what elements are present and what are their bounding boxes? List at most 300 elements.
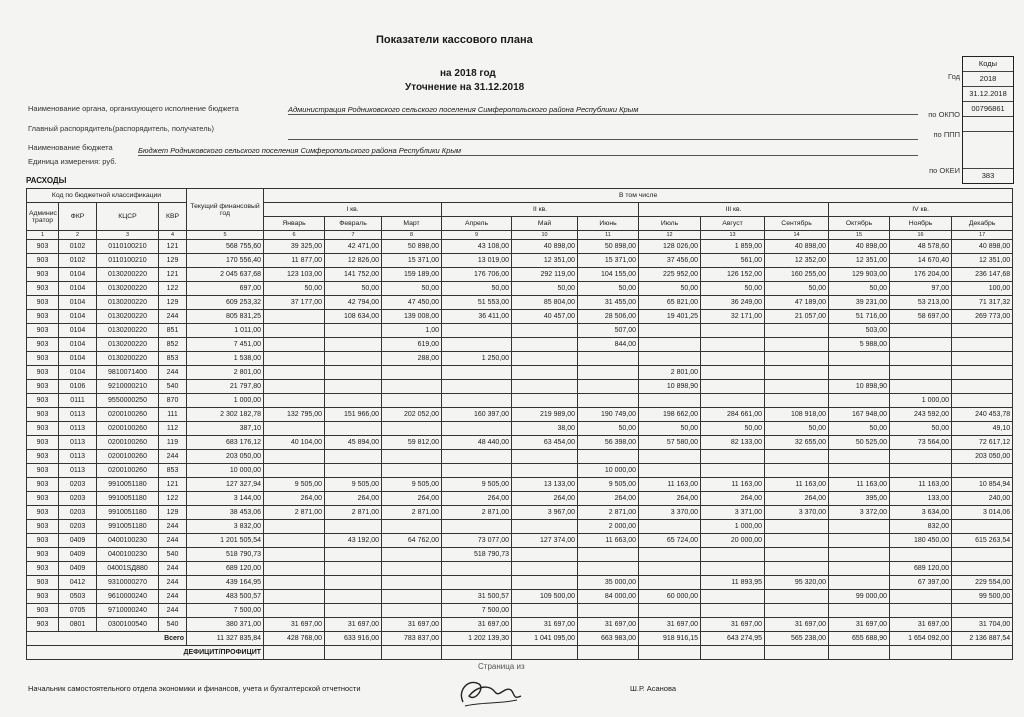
table-cell: 540 (159, 380, 187, 394)
table-cell: 73 077,00 (442, 534, 512, 548)
table-cell: 844,00 (578, 338, 639, 352)
table-cell: 180 450,00 (890, 534, 952, 548)
table-cell: 9810071400 (97, 366, 159, 380)
table-cell (639, 604, 701, 618)
table-cell (325, 576, 382, 590)
org-label: Наименование органа, организующего исполнение бюджета (28, 104, 239, 113)
table-cell: 903 (27, 520, 59, 534)
page-counter: Страница из (478, 662, 525, 671)
table-cell (578, 604, 639, 618)
table-cell: 0203 (59, 506, 97, 520)
table-cell (701, 338, 765, 352)
table-cell (578, 548, 639, 562)
table-cell: 903 (27, 310, 59, 324)
table-cell: 395,00 (829, 492, 890, 506)
table-cell: 1 000,00 (187, 394, 264, 408)
table-cell (829, 562, 890, 576)
month-header: Август (701, 217, 765, 231)
table-cell: 1 000,00 (890, 394, 952, 408)
table-cell (382, 422, 442, 436)
table-cell: 31 697,00 (639, 618, 701, 632)
table-cell: 903 (27, 604, 59, 618)
table-cell: 0409 (59, 562, 97, 576)
table-cell (382, 380, 442, 394)
table-cell (382, 548, 442, 562)
table-row (27, 492, 1013, 506)
table-cell: 264,00 (325, 492, 382, 506)
table-cell: 04001SД880 (97, 562, 159, 576)
table-cell: 170 556,40 (187, 254, 264, 268)
month-header: Октябрь (829, 217, 890, 231)
table-cell (701, 450, 765, 464)
table-cell: 3 370,00 (765, 506, 829, 520)
okpo-label: по ОКПО (928, 110, 960, 119)
table-cell: 28 506,00 (578, 310, 639, 324)
table-cell: 167 948,00 (829, 408, 890, 422)
table-cell: 0102 (59, 240, 97, 254)
table-cell: 0104 (59, 338, 97, 352)
month-header: Июнь (578, 217, 639, 231)
column-number: 6 (264, 231, 325, 240)
table-cell: 288,00 (382, 352, 442, 366)
table-cell: 264,00 (264, 492, 325, 506)
table-cell: 59 812,00 (382, 436, 442, 450)
table-cell: 0200100260 (97, 436, 159, 450)
table-cell (264, 352, 325, 366)
table-cell: 72 617,12 (952, 436, 1013, 450)
table-cell (639, 394, 701, 408)
table-cell: 31 697,00 (890, 618, 952, 632)
table-cell: 47 189,00 (765, 296, 829, 310)
table-cell: 3 144,00 (187, 492, 264, 506)
table-cell: 31 697,00 (442, 618, 512, 632)
deficit-cell (765, 646, 829, 660)
table-cell: 244 (159, 562, 187, 576)
update-line: Уточнение на 31.12.2018 (405, 82, 525, 93)
table-cell: 109 500,00 (512, 590, 578, 604)
table-cell: 39 231,00 (829, 296, 890, 310)
okei-label: по ОКЕИ (929, 166, 960, 175)
table-cell: 0400100230 (97, 548, 159, 562)
table-row (27, 464, 1013, 478)
table-cell (382, 394, 442, 408)
table-cell: 203 050,00 (187, 450, 264, 464)
table-cell: 133,00 (890, 492, 952, 506)
total-cell: 918 916,15 (639, 632, 701, 646)
table-cell: 903 (27, 534, 59, 548)
table-row (27, 520, 1013, 534)
table-cell: 35 000,00 (578, 576, 639, 590)
current-year-header: Текущий финансовый год (187, 189, 264, 231)
table-cell: 387,10 (187, 422, 264, 436)
month-header: Июль (639, 217, 701, 231)
table-cell (264, 338, 325, 352)
table-cell (264, 450, 325, 464)
column-number: 12 (639, 231, 701, 240)
table-cell (325, 380, 382, 394)
table-cell: 11 163,00 (765, 478, 829, 492)
table-cell: 36 411,00 (442, 310, 512, 324)
table-cell: 269 773,00 (952, 310, 1013, 324)
table-cell: 97,00 (890, 282, 952, 296)
table-cell: 2 871,00 (382, 506, 442, 520)
table-cell: 903 (27, 408, 59, 422)
month-header: Апрель (442, 217, 512, 231)
table-cell: 50,00 (512, 282, 578, 296)
table-cell: 42 471,00 (325, 240, 382, 254)
table-cell: 244 (159, 534, 187, 548)
table-cell (701, 548, 765, 562)
column-number: 9 (442, 231, 512, 240)
table-cell (701, 562, 765, 576)
q1-header: I кв. (264, 203, 442, 217)
column-number: 17 (952, 231, 1013, 240)
table-cell: 1 250,00 (442, 352, 512, 366)
ppp-label: по ППП (933, 130, 960, 139)
table-cell (264, 562, 325, 576)
table-cell: 9 505,00 (578, 478, 639, 492)
table-cell: 3 371,00 (701, 506, 765, 520)
table-cell: 198 662,00 (639, 408, 701, 422)
table-cell: 518 790,73 (187, 548, 264, 562)
column-number: 13 (701, 231, 765, 240)
table-cell (765, 520, 829, 534)
budget-value: Бюджет Родниковского сельского поселения Симферопольского района Республики Крым (138, 146, 918, 156)
table-cell: 540 (159, 548, 187, 562)
table-cell: 58 697,00 (890, 310, 952, 324)
table-cell: 71 317,32 (952, 296, 1013, 310)
column-number: 1 (27, 231, 59, 240)
table-cell (578, 366, 639, 380)
manager-label: Главный распорядитель(распорядитель, получатель) (28, 124, 214, 133)
table-cell: 31 704,00 (952, 618, 1013, 632)
table-cell (512, 380, 578, 394)
code-okei: 383 (981, 171, 995, 180)
table-cell: 100,00 (952, 282, 1013, 296)
table-cell: 20 000,00 (701, 534, 765, 548)
table-cell: 21 797,80 (187, 380, 264, 394)
table-row (27, 408, 1013, 422)
table-cell (890, 352, 952, 366)
table-cell (639, 576, 701, 590)
table-cell: 65 724,00 (639, 534, 701, 548)
table-cell (382, 604, 442, 618)
column-number: 8 (382, 231, 442, 240)
codes-box (962, 56, 1014, 184)
table-cell: 3 634,00 (890, 506, 952, 520)
table-cell (639, 562, 701, 576)
table-cell (952, 520, 1013, 534)
table-cell: 689 120,00 (890, 562, 952, 576)
table-cell: 244 (159, 576, 187, 590)
table-cell (264, 422, 325, 436)
table-row (27, 576, 1013, 590)
table-cell: 53 213,00 (890, 296, 952, 310)
table-cell (512, 366, 578, 380)
table-cell: 67 397,00 (890, 576, 952, 590)
table-cell: 31 697,00 (512, 618, 578, 632)
table-cell: 0409 (59, 548, 97, 562)
table-cell: 121 (159, 478, 187, 492)
deficit-cell (701, 646, 765, 660)
table-row (27, 604, 1013, 618)
table-row (27, 436, 1013, 450)
document-title: Показатели кассового плана (376, 34, 533, 46)
table-cell (264, 576, 325, 590)
table-cell (829, 394, 890, 408)
table-cell: 903 (27, 422, 59, 436)
table-cell (765, 366, 829, 380)
table-cell: 264,00 (701, 492, 765, 506)
table-cell: 73 564,00 (890, 436, 952, 450)
table-cell: 0104 (59, 296, 97, 310)
table-cell: 36 249,00 (701, 296, 765, 310)
table-row (27, 338, 1013, 352)
table-cell (952, 352, 1013, 366)
table-cell: 11 163,00 (890, 478, 952, 492)
table-cell: 14 670,40 (890, 254, 952, 268)
table-cell: 48 578,60 (890, 240, 952, 254)
table-row (27, 352, 1013, 366)
table-cell: 38,00 (512, 422, 578, 436)
table-cell: 244 (159, 310, 187, 324)
table-cell (765, 590, 829, 604)
table-cell: 870 (159, 394, 187, 408)
table-cell: 141 752,00 (325, 268, 382, 282)
table-cell (890, 380, 952, 394)
column-number: 7 (325, 231, 382, 240)
month-header: Февраль (325, 217, 382, 231)
month-header: Сентябрь (765, 217, 829, 231)
table-cell: 132 795,00 (264, 408, 325, 422)
table-cell: 108 634,00 (325, 310, 382, 324)
deficit-cell (442, 646, 512, 660)
section-title: РАСХОДЫ (26, 176, 67, 185)
table-cell (325, 450, 382, 464)
table-cell: 50,00 (765, 422, 829, 436)
table-cell: 10 854,94 (952, 478, 1013, 492)
q2-header: II кв. (442, 203, 639, 217)
table-cell (952, 380, 1013, 394)
total-cell: 565 238,00 (765, 632, 829, 646)
table-cell (382, 562, 442, 576)
table-cell (701, 464, 765, 478)
table-cell (512, 576, 578, 590)
table-cell: 50 525,00 (829, 436, 890, 450)
table-cell: 264,00 (512, 492, 578, 506)
table-row (27, 394, 1013, 408)
table-cell: 0113 (59, 422, 97, 436)
table-cell: 85 804,00 (512, 296, 578, 310)
table-cell: 190 749,00 (578, 408, 639, 422)
table-cell: 292 119,00 (512, 268, 578, 282)
handwritten-signature (455, 672, 525, 712)
table-cell: 0130200220 (97, 282, 159, 296)
month-header: Май (512, 217, 578, 231)
fkr-header: ФКР (59, 203, 97, 231)
table-cell: 10 000,00 (578, 464, 639, 478)
table-cell: 31 697,00 (701, 618, 765, 632)
table-cell (325, 548, 382, 562)
table-cell (264, 464, 325, 478)
table-cell (512, 464, 578, 478)
table-cell: 121 (159, 268, 187, 282)
table-cell: 615 263,54 (952, 534, 1013, 548)
table-cell: 12 351,00 (512, 254, 578, 268)
table-cell: 7 451,00 (187, 338, 264, 352)
deficit-cell (952, 646, 1013, 660)
table-cell: 48 440,00 (442, 436, 512, 450)
table-cell (512, 338, 578, 352)
total-cell: 655 688,90 (829, 632, 890, 646)
table-cell: 50,00 (578, 422, 639, 436)
table-cell: 11 877,00 (264, 254, 325, 268)
table-cell: 57 580,00 (639, 436, 701, 450)
table-cell: 903 (27, 352, 59, 366)
table-cell (639, 352, 701, 366)
table-cell (512, 450, 578, 464)
table-cell: 9 505,00 (264, 478, 325, 492)
table-cell: 37 456,00 (639, 254, 701, 268)
table-cell: 0412 (59, 576, 97, 590)
table-cell (382, 366, 442, 380)
table-cell: 129 (159, 506, 187, 520)
table-cell: 852 (159, 338, 187, 352)
table-cell (765, 338, 829, 352)
table-cell (829, 520, 890, 534)
table-cell: 229 554,00 (952, 576, 1013, 590)
deficit-cell (325, 646, 382, 660)
table-cell: 0203 (59, 478, 97, 492)
table-cell: 0104 (59, 282, 97, 296)
table-cell (382, 590, 442, 604)
column-number: 5 (187, 231, 264, 240)
table-cell: 32 655,00 (765, 436, 829, 450)
table-cell (639, 338, 701, 352)
table-cell: 50,00 (639, 422, 701, 436)
table-cell: 2 801,00 (639, 366, 701, 380)
table-cell: 2 000,00 (578, 520, 639, 534)
table-cell: 95 320,00 (765, 576, 829, 590)
table-row (27, 240, 1013, 254)
month-header: Декабрь (952, 217, 1013, 231)
table-cell: 9210000210 (97, 380, 159, 394)
deficit-cell (512, 646, 578, 660)
table-cell: 264,00 (578, 492, 639, 506)
table-cell: 903 (27, 240, 59, 254)
table-cell: 697,00 (187, 282, 264, 296)
table-cell: 483 500,57 (187, 590, 264, 604)
table-cell: 903 (27, 590, 59, 604)
table-cell: 12 351,00 (952, 254, 1013, 268)
budget-label: Наименование бюджета (28, 143, 113, 152)
table-cell: 243 592,00 (890, 408, 952, 422)
table-cell (701, 394, 765, 408)
table-cell: 619,00 (382, 338, 442, 352)
table-cell: 0130200220 (97, 338, 159, 352)
total-label: Всего (27, 632, 187, 646)
table-cell: 50,00 (442, 282, 512, 296)
table-cell (701, 324, 765, 338)
table-cell (382, 450, 442, 464)
table-cell (512, 604, 578, 618)
table-cell: 51 553,00 (442, 296, 512, 310)
table-cell: 2 045 637,68 (187, 268, 264, 282)
table-cell: 439 164,95 (187, 576, 264, 590)
table-cell (442, 520, 512, 534)
total-cell: 663 983,00 (578, 632, 639, 646)
table-cell (765, 562, 829, 576)
table-cell: 159 189,00 (382, 268, 442, 282)
table-cell (765, 324, 829, 338)
table-cell: 111 (159, 408, 187, 422)
table-cell: 540 (159, 618, 187, 632)
table-cell: 99 000,00 (829, 590, 890, 604)
table-cell: 3 967,00 (512, 506, 578, 520)
table-row (27, 324, 1013, 338)
table-cell (382, 576, 442, 590)
table-cell (701, 380, 765, 394)
total-cell: 643 274,95 (701, 632, 765, 646)
table-cell: 1 859,00 (701, 240, 765, 254)
q4-header: IV кв. (829, 203, 1013, 217)
table-cell: 903 (27, 576, 59, 590)
table-cell: 0104 (59, 310, 97, 324)
table-cell: 1 011,00 (187, 324, 264, 338)
table-cell: 1 201 505,54 (187, 534, 264, 548)
table-cell: 31 697,00 (578, 618, 639, 632)
table-cell (639, 450, 701, 464)
total-cell: 633 916,00 (325, 632, 382, 646)
table-cell (890, 604, 952, 618)
table-cell: 903 (27, 268, 59, 282)
table-cell: 1 538,00 (187, 352, 264, 366)
table-cell: 903 (27, 464, 59, 478)
table-cell (264, 394, 325, 408)
table-cell: 0104 (59, 324, 97, 338)
table-cell: 50 898,00 (382, 240, 442, 254)
unit-label: Единица измерения: руб. (28, 157, 117, 166)
table-cell: 2 871,00 (264, 506, 325, 520)
table-cell: 50,00 (701, 422, 765, 436)
table-cell: 15 371,00 (382, 254, 442, 268)
table-cell (512, 394, 578, 408)
table-cell (890, 590, 952, 604)
table-cell: 121 (159, 240, 187, 254)
table-cell (325, 590, 382, 604)
table-row (27, 590, 1013, 604)
manager-value (288, 130, 918, 140)
table-cell (442, 576, 512, 590)
table-cell (442, 394, 512, 408)
table-cell: 3 014,06 (952, 506, 1013, 520)
column-number: 14 (765, 231, 829, 240)
code-okpo: 00796861 (963, 102, 1013, 117)
table-cell: 903 (27, 562, 59, 576)
table-cell: 40 898,00 (765, 240, 829, 254)
table-cell (325, 366, 382, 380)
cash-plan-table (26, 188, 1013, 660)
table-cell (264, 324, 325, 338)
table-cell: 51 716,00 (829, 310, 890, 324)
table-cell (952, 604, 1013, 618)
table-cell: 0130200220 (97, 310, 159, 324)
total-cell: 783 837,00 (382, 632, 442, 646)
table-cell: 119 (159, 436, 187, 450)
incl-header: В том числе (264, 189, 1013, 203)
column-number: 2 (59, 231, 97, 240)
table-cell: 50,00 (829, 422, 890, 436)
